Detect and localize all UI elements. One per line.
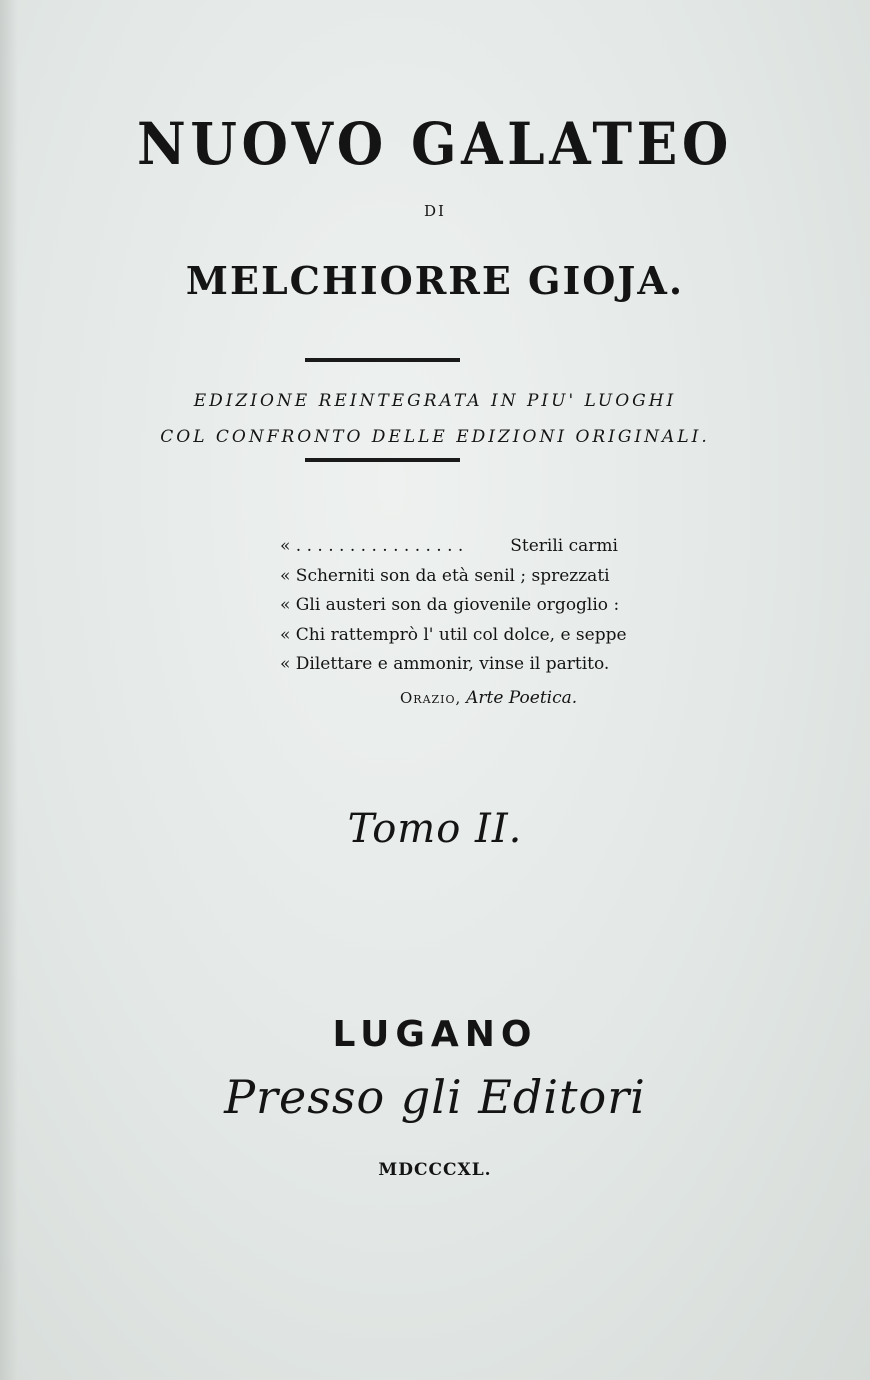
epigraph-line-1-text: Sterili carmi bbox=[510, 536, 618, 556]
volume-number: Tomo II. bbox=[347, 806, 523, 852]
epigraph bbox=[280, 532, 680, 680]
epigraph-line-3: « Gli austeri son da giovenile orgoglio : bbox=[280, 595, 620, 615]
epigraph-line-4: « Chi rattemprò l' util col dolce, e seppe bbox=[280, 624, 627, 645]
epigraph-ellipsis: « . . . . . . . . . . . . . . . . bbox=[280, 536, 464, 556]
edition-line-1: EDIZIONE REINTEGRATA IN PIU' LUOGHI bbox=[193, 391, 677, 411]
edition-line-2: COL CONFRONTO DELLE EDIZIONI ORIGINALI. bbox=[160, 427, 710, 447]
epigraph-attribution bbox=[400, 688, 577, 708]
attribution-author: Orazio, bbox=[400, 689, 462, 707]
edition-statement bbox=[0, 383, 870, 455]
imprint-publisher: Presso gli Editori bbox=[224, 1070, 646, 1124]
imprint-city: LUGANO bbox=[332, 1014, 538, 1055]
attribution-work: Arte Poetica. bbox=[466, 688, 578, 708]
epigraph-line-1 bbox=[280, 532, 680, 562]
book-title: NUOVO GALATEO bbox=[136, 110, 734, 178]
epigraph-line-2: « Scherniti son da età senil ; sprezzati bbox=[280, 565, 610, 586]
author-preposition: DI bbox=[424, 202, 446, 220]
author-name: MELCHIORRE GIOJA. bbox=[185, 258, 685, 303]
epigraph-line-5: « Dilettare e ammonir, vinse il partito. bbox=[280, 654, 610, 674]
divider-rule-top bbox=[305, 358, 460, 362]
imprint-year: MDCCCXL. bbox=[378, 1160, 492, 1180]
divider-rule-bottom bbox=[305, 458, 460, 462]
